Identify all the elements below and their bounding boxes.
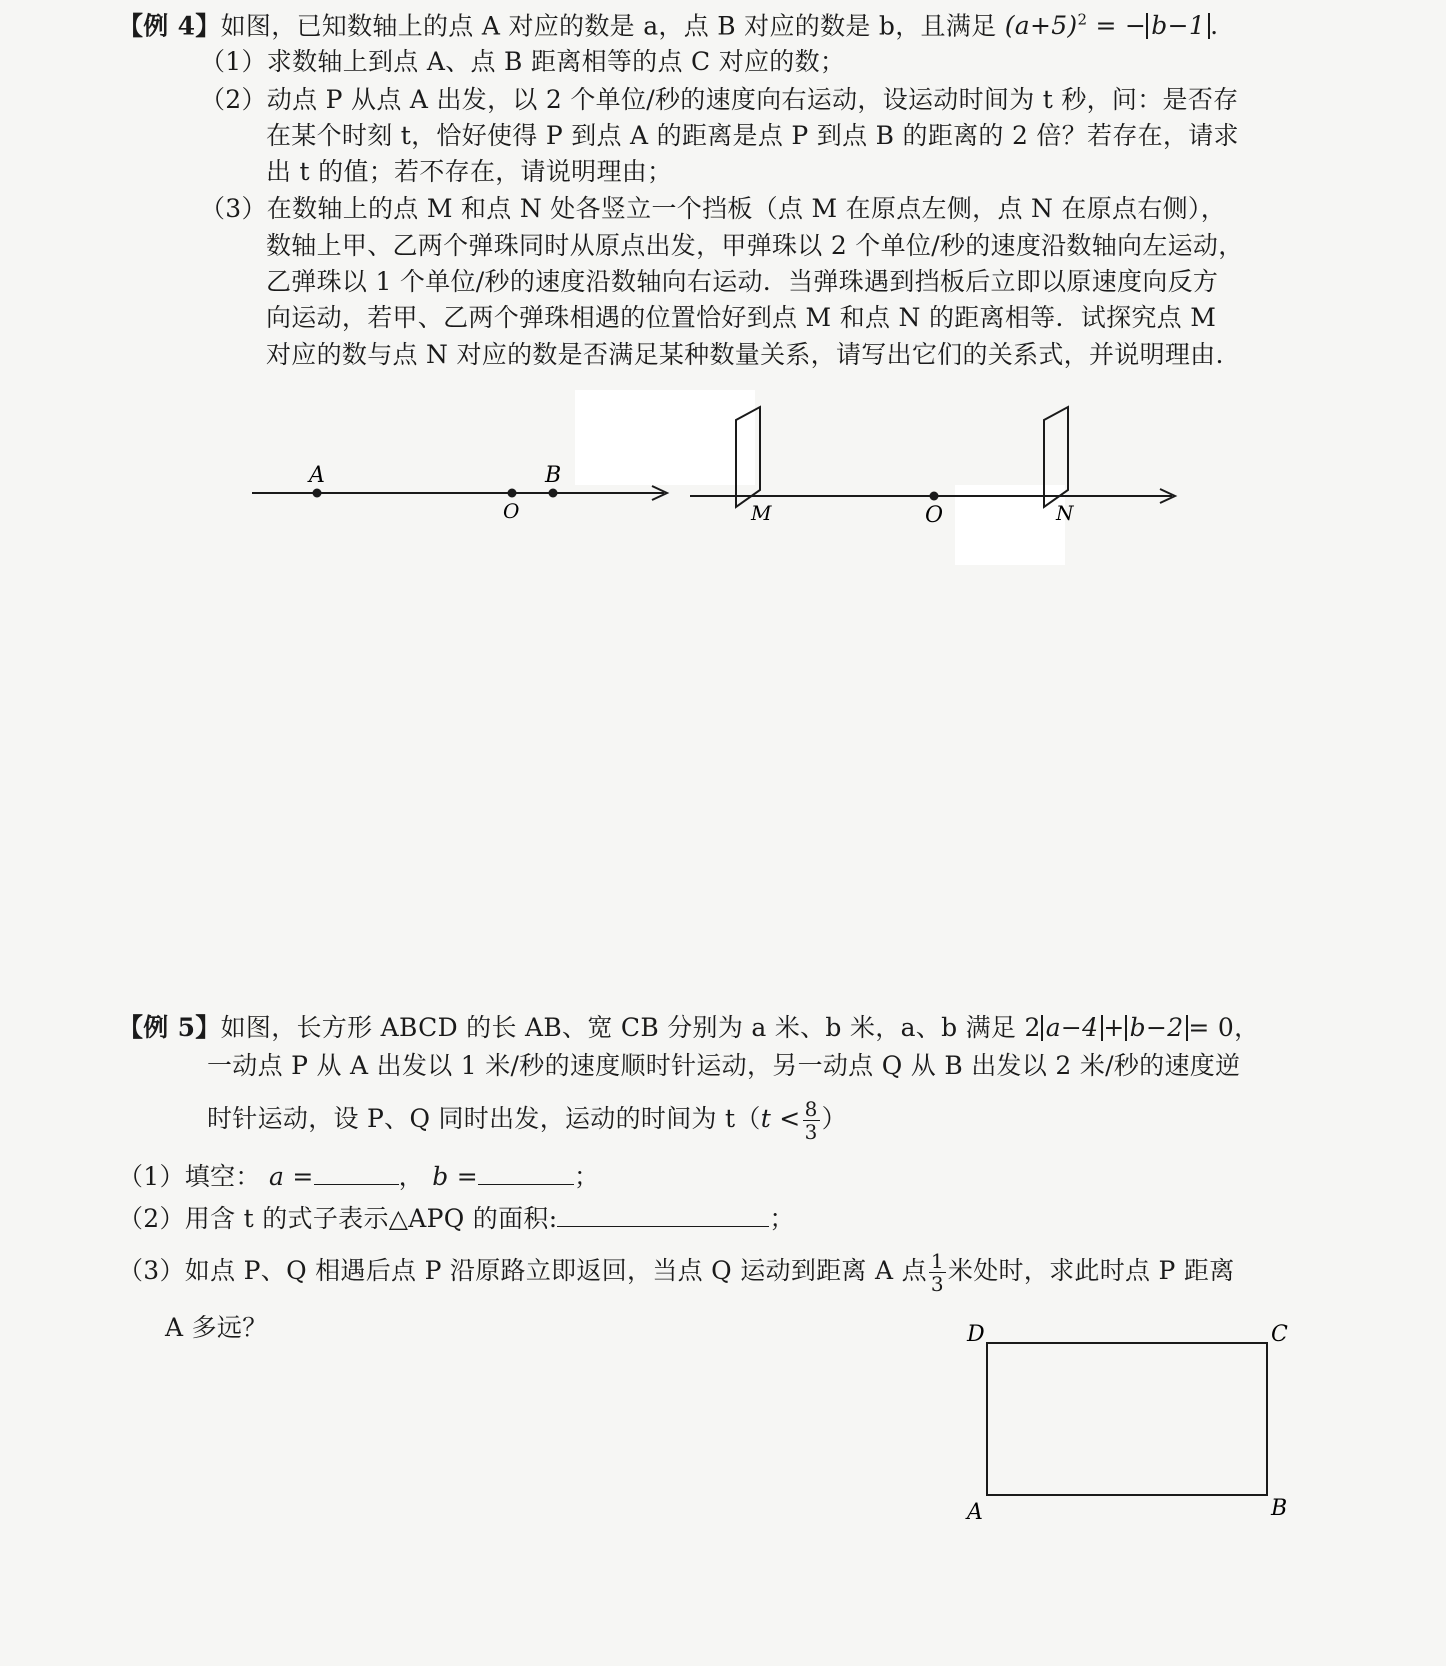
ex5-eq-abs1: a−4 bbox=[1041, 1015, 1104, 1041]
ex5-q2-text: （2）用含 t 的式子表示△APQ 的面积: bbox=[118, 1204, 558, 1233]
point-o2 bbox=[930, 492, 939, 501]
fraction-denominator: 3 bbox=[804, 1120, 818, 1144]
ex5-eq-coef: 2 bbox=[1024, 1013, 1041, 1042]
ex4-eq-exp: 2 bbox=[1077, 11, 1088, 29]
point-o bbox=[508, 489, 517, 498]
ex4-q3-line2: 数轴上甲、乙两个弹珠同时从原点出发，甲弹珠以 2 个单位/秒的速度沿数轴向左运动， bbox=[266, 231, 1244, 260]
ex5-line3-text: 时针运动，设 P、Q 同时出发，运动的时间为 t（ bbox=[207, 1104, 761, 1133]
fraction-numerator: 8 bbox=[804, 1097, 818, 1121]
blank-b[interactable] bbox=[478, 1158, 574, 1185]
ex5-q3-line2: A 多远？ bbox=[165, 1313, 268, 1342]
ex4-q1: （1）求数轴上到点 A、点 B 距离相等的点 C 对应的数； bbox=[200, 47, 846, 76]
ex4-tag: 【例 4】 bbox=[118, 11, 221, 41]
ex5-line1 bbox=[118, 1010, 1259, 1046]
point-b bbox=[549, 489, 558, 498]
fraction-numerator: 1 bbox=[930, 1249, 944, 1273]
ex4-stem-text: 如图，已知数轴上的点 A 对应的数是 a，点 B 对应的数是 b，且满足 bbox=[220, 11, 997, 41]
label-b: B bbox=[545, 463, 562, 488]
ex4-eq-end: . bbox=[1210, 11, 1219, 41]
ex5-q3 bbox=[118, 1250, 1235, 1295]
ex5-q1-b-label: b = bbox=[432, 1162, 479, 1191]
ex5-tag: 【例 5】 bbox=[118, 1013, 221, 1042]
ex5-eq-plus: + bbox=[1103, 1013, 1125, 1042]
ex4-eq-base: (a+5) bbox=[1004, 11, 1078, 41]
label-b-rect: B bbox=[1271, 1496, 1288, 1521]
ex5-q3-pre: （3）如点 P、Q 相遇后点 P 沿原路立即返回，当点 Q 运动到距离 A 点 bbox=[118, 1256, 927, 1285]
ex4-figures bbox=[0, 390, 1446, 590]
ex5-eq-end: = 0， bbox=[1188, 1013, 1260, 1042]
fraction-denominator: 3 bbox=[930, 1272, 944, 1296]
ex4-q2-line3: 出 t 的值；若不存在，请说明理由； bbox=[266, 157, 673, 186]
ex4-q3-line3: 乙弹珠以 1 个单位/秒的速度沿数轴向右运动．当弹珠遇到挡板后立即以原速度向反方 bbox=[266, 267, 1219, 296]
rectangle-abcd bbox=[987, 1343, 1267, 1495]
label-a-rect: A bbox=[967, 1500, 983, 1525]
label-m: M bbox=[751, 501, 772, 525]
ex5-line3-t: t < bbox=[760, 1104, 801, 1133]
rectangle-abcd-figure bbox=[955, 1315, 1295, 1525]
blank-a[interactable] bbox=[314, 1158, 399, 1185]
ex4-stem bbox=[118, 2, 1218, 44]
ex5-line3-end: ） bbox=[821, 1104, 847, 1133]
ex5-equation bbox=[1025, 1013, 1260, 1042]
ex5-line1-text: 如图，长方形 ABCD 的长 AB、宽 CB 分别为 a 米、b 米，a、b 满足 bbox=[220, 1013, 1017, 1042]
label-n: N bbox=[1056, 501, 1074, 525]
ex4-q2-line2: 在某个时刻 t，恰好使得 P 到点 A 的距离是点 P 到点 B 的距离的 2 倍？若存在，请求 bbox=[266, 121, 1239, 150]
label-a: A bbox=[309, 463, 325, 488]
label-c: C bbox=[1271, 1322, 1288, 1347]
ex5-q1-label: （1）填空： bbox=[118, 1162, 261, 1191]
fraction-8-3 bbox=[803, 1098, 820, 1143]
ex5-eq-abs2: b−2 bbox=[1125, 1015, 1189, 1041]
ex5-q2 bbox=[118, 1200, 795, 1237]
ex5-q1 bbox=[118, 1158, 599, 1195]
ex4-q3-line4: 向运动，若甲、乙两个弹珠相遇的位置恰好到点 M 和点 N 的距离相等．试探究点 M bbox=[266, 303, 1217, 332]
ex4-q3-line1: （3）在数轴上的点 M 和点 N 处各竖立一个挡板（点 M 在原点左侧，点 N 在原点右侧）， bbox=[200, 194, 1227, 223]
ex4-eq-abs: b−1 bbox=[1146, 13, 1210, 39]
ex5-q2-end: ； bbox=[769, 1204, 795, 1233]
ex5-q3-post: 米处时，求此时点 P 距离 bbox=[947, 1256, 1235, 1285]
label-o2: O bbox=[925, 503, 944, 528]
ex5-q1-a-label: a = bbox=[268, 1162, 314, 1191]
point-a bbox=[313, 489, 322, 498]
ex4-q2-line1: （2）动点 P 从点 A 出发，以 2 个单位/秒的速度向右运动，设运动时间为 t 秒，问：是否存 bbox=[200, 85, 1239, 114]
ex5-q1-sep: ， bbox=[398, 1162, 424, 1191]
scan-patch bbox=[575, 390, 755, 485]
ex4-equation bbox=[1005, 11, 1219, 40]
ex5-line3 bbox=[207, 1098, 847, 1143]
label-o: O bbox=[503, 499, 520, 523]
number-line-2 bbox=[690, 407, 1175, 528]
blank-area[interactable] bbox=[557, 1200, 769, 1227]
ex5-q1-end: ； bbox=[574, 1162, 600, 1191]
ex4-eq-eq: = − bbox=[1095, 11, 1147, 41]
fraction-1-3 bbox=[929, 1250, 946, 1295]
ex5-line2: 一动点 P 从 A 出发以 1 米/秒的速度顺时针运动，另一动点 Q 从 B 出发以 2 米/秒的速度逆 bbox=[207, 1051, 1241, 1080]
label-d: D bbox=[967, 1322, 985, 1347]
ex4-q3-line5: 对应的数与点 N 对应的数是否满足某种数量关系，请写出它们的关系式，并说明理由. bbox=[266, 340, 1224, 369]
